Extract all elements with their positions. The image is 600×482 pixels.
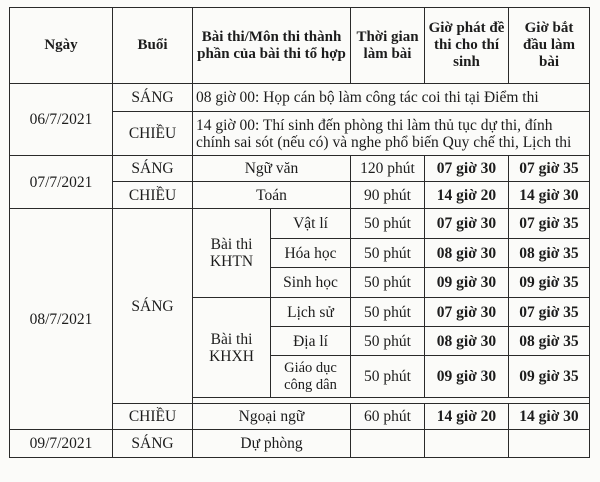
start-time-cell: 07 giờ 35 [509,156,590,182]
header-subject: Bài thi/Môn thi thành phần của bài thi tổ hợp [193,8,351,84]
paper-time-cell: 08 giờ 30 [425,239,509,268]
duration-cell: 50 phút [351,209,425,239]
paper-time-cell: 14 giờ 20 [425,404,509,430]
paper-time-cell: 08 giờ 30 [425,327,509,356]
header-paper-time: Giờ phát đề thi cho thí sinh [425,8,509,84]
date-cell: 07/7/2021 [10,156,113,209]
note-cell: 14 giờ 00: Thí sinh đến phòng thi làm thủ tục dự thi, đính chính sai sót (nếu có) và nghe phổ biến Quy chế thi, Lịch thi [193,112,590,156]
paper-time-cell: 14 giờ 20 [425,182,509,209]
subject-cell: Ngữ văn [193,156,351,182]
exam-schedule-table [9,7,590,458]
subject-cell: Địa lí [271,327,351,356]
group-cell-khxh: Bài thi KHXH [193,298,271,398]
date-cell: 06/7/2021 [10,84,113,156]
empty-cell [425,430,509,458]
paper-time-cell: 09 giờ 30 [425,356,509,398]
paper-time-cell: 07 giờ 30 [425,209,509,239]
subject-cell: Ngoại ngữ [193,404,351,430]
session-cell: SÁNG [113,209,193,404]
table-row [10,84,590,112]
session-cell: CHIỀU [113,404,193,430]
duration-cell: 50 phút [351,239,425,268]
start-time-cell: 09 giờ 35 [509,356,590,398]
subject-cell: Lịch sử [271,298,351,327]
paper-time-cell: 07 giờ 30 [425,298,509,327]
start-time-cell: 07 giờ 35 [509,209,590,239]
session-cell: SÁNG [113,84,193,112]
subject-cell: Vật lí [271,209,351,239]
table-row [10,156,590,182]
duration-cell: 50 phút [351,298,425,327]
duration-cell: 50 phút [351,356,425,398]
date-cell: 08/7/2021 [10,209,113,430]
session-cell: CHIỀU [113,112,193,156]
start-time-cell: 08 giờ 35 [509,239,590,268]
session-cell: SÁNG [113,156,193,182]
empty-cell [351,430,425,458]
duration-cell: 90 phút [351,182,425,209]
header-duration: Thời gian làm bài [351,8,425,84]
duration-cell: 120 phút [351,156,425,182]
header-session: Buổi [113,8,193,84]
paper-time-cell: 09 giờ 30 [425,268,509,298]
duration-cell: 60 phút [351,404,425,430]
duration-cell: 50 phút [351,327,425,356]
duration-cell: 50 phút [351,268,425,298]
subject-cell: Sinh học [271,268,351,298]
table-row [10,430,590,458]
start-time-cell: 08 giờ 35 [509,327,590,356]
subject-cell: Giáo dục công dân [271,356,351,398]
subject-cell: Hóa học [271,239,351,268]
session-cell: CHIỀU [113,182,193,209]
start-time-cell: 14 giờ 30 [509,404,590,430]
note-cell: 08 giờ 00: Họp cán bộ làm công tác coi thi tại Điểm thi [193,84,590,112]
note-cell: Dự phòng [193,430,351,458]
start-time-cell: 14 giờ 30 [509,182,590,209]
group-cell-khtn: Bài thi KHTN [193,209,271,298]
header-row [10,8,590,84]
start-time-cell: 09 giờ 35 [509,268,590,298]
paper-time-cell: 07 giờ 30 [425,156,509,182]
empty-cell [509,430,590,458]
subject-cell: Toán [193,182,351,209]
start-time-cell: 07 giờ 35 [509,298,590,327]
header-start-time: Giờ bắt đầu làm bài [509,8,590,84]
table-row [10,209,590,239]
date-cell: 09/7/2021 [10,430,113,458]
session-cell: SÁNG [113,430,193,458]
header-date: Ngày [10,8,113,84]
